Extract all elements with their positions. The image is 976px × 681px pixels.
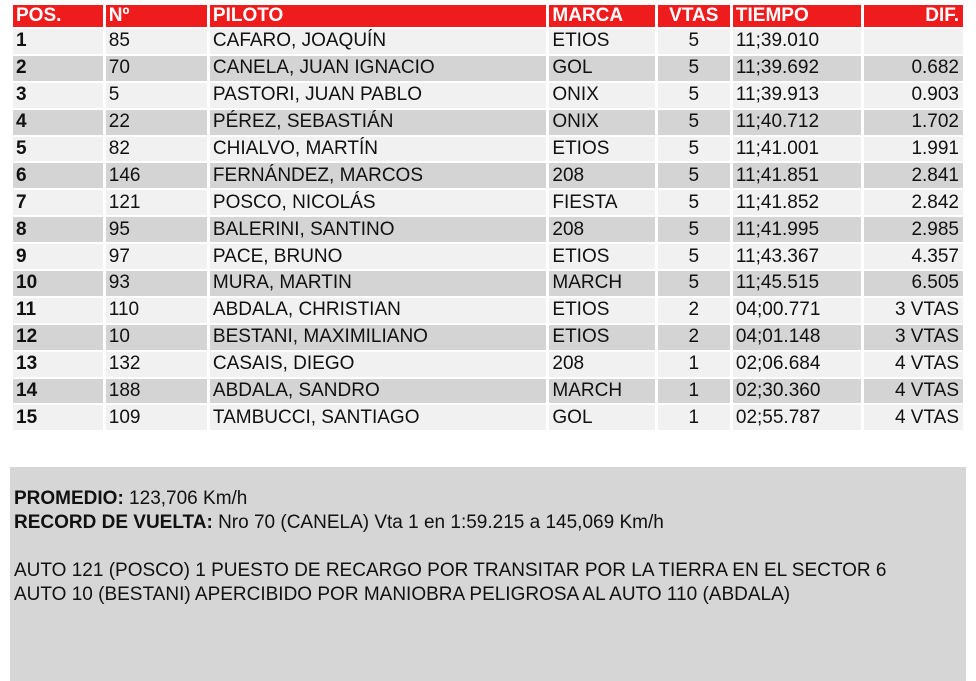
cell-marca: 208 — [549, 163, 654, 188]
table-row — [13, 244, 963, 269]
cell-pos: 11 — [13, 298, 103, 323]
cell-tiempo: 04;01.148 — [733, 325, 861, 350]
sanction-note: AUTO 10 (BESTANI) APERCIBIDO POR MANIOBRA PELIGROSA AL AUTO 110 (ABDALA) — [14, 584, 791, 605]
cell-pos: 8 — [13, 217, 103, 242]
cell-marca: ETIOS — [549, 325, 654, 350]
cell-pos: 15 — [13, 405, 103, 430]
promedio-line — [14, 487, 962, 511]
header-vtas: VTAS — [658, 5, 730, 27]
cell-num: 82 — [106, 137, 207, 162]
cell-dif: 0.903 — [864, 83, 963, 108]
cell-piloto: CASAIS, DIEGO — [210, 352, 546, 377]
table-row — [13, 29, 963, 54]
record-label: RECORD DE VUELTA: — [14, 512, 213, 533]
cell-tiempo: 11;40.712 — [733, 110, 861, 135]
cell-tiempo: 11;41.995 — [733, 217, 861, 242]
cell-dif: 4 VTAS — [864, 379, 963, 404]
cell-dif: 1.991 — [864, 137, 963, 162]
cell-dif: 2.985 — [864, 217, 963, 242]
header-piloto: PILOTO — [210, 5, 546, 27]
cell-marca: 208 — [549, 217, 654, 242]
cell-dif: 4.357 — [864, 244, 963, 269]
cell-marca: MARCH — [549, 271, 654, 296]
cell-dif: 2.841 — [864, 163, 963, 188]
cell-vtas: 5 — [658, 110, 730, 135]
cell-dif: 6.505 — [864, 271, 963, 296]
table-row — [13, 83, 963, 108]
cell-dif: 3 VTAS — [864, 325, 963, 350]
cell-num: 22 — [106, 110, 207, 135]
cell-tiempo: 11;39.913 — [733, 83, 861, 108]
cell-vtas: 5 — [658, 56, 730, 81]
cell-vtas: 5 — [658, 190, 730, 215]
cell-piloto: CHIALVO, MARTÍN — [210, 137, 546, 162]
cell-vtas: 5 — [658, 271, 730, 296]
cell-pos: 2 — [13, 56, 103, 81]
cell-marca: ETIOS — [549, 244, 654, 269]
cell-marca: GOL — [549, 405, 654, 430]
table-row — [13, 379, 963, 404]
notes-panel — [10, 467, 966, 681]
cell-pos: 4 — [13, 110, 103, 135]
cell-vtas: 5 — [658, 137, 730, 162]
cell-marca: FIESTA — [549, 190, 654, 215]
cell-marca: GOL — [549, 56, 654, 81]
cell-dif: 4 VTAS — [864, 405, 963, 430]
cell-marca: ETIOS — [549, 29, 654, 54]
cell-num: 132 — [106, 352, 207, 377]
cell-vtas: 1 — [658, 405, 730, 430]
table-row — [13, 325, 963, 350]
cell-pos: 3 — [13, 83, 103, 108]
cell-tiempo: 11;41.852 — [733, 190, 861, 215]
table-row — [13, 56, 963, 81]
table-row — [13, 405, 963, 430]
table-row — [13, 352, 963, 377]
cell-tiempo: 11;41.001 — [733, 137, 861, 162]
cell-vtas: 5 — [658, 217, 730, 242]
cell-marca: 208 — [549, 352, 654, 377]
notes-spacer — [14, 535, 962, 559]
cell-pos: 13 — [13, 352, 103, 377]
cell-piloto: FERNÁNDEZ, MARCOS — [210, 163, 546, 188]
cell-dif — [864, 29, 963, 54]
cell-pos: 5 — [13, 137, 103, 162]
cell-tiempo: 04;00.771 — [733, 298, 861, 323]
table-row — [13, 271, 963, 296]
cell-marca: ONIX — [549, 83, 654, 108]
cell-piloto: PÉREZ, SEBASTIÁN — [210, 110, 546, 135]
cell-dif: 1.702 — [864, 110, 963, 135]
cell-pos: 14 — [13, 379, 103, 404]
table-row — [13, 298, 963, 323]
cell-vtas: 2 — [658, 325, 730, 350]
cell-num: 121 — [106, 190, 207, 215]
cell-vtas: 5 — [658, 163, 730, 188]
table-row — [13, 217, 963, 242]
cell-pos: 10 — [13, 271, 103, 296]
cell-dif: 0.682 — [864, 56, 963, 81]
cell-num: 110 — [106, 298, 207, 323]
results-body — [13, 29, 963, 430]
cell-piloto: ABDALA, SANDRO — [210, 379, 546, 404]
cell-num: 109 — [106, 405, 207, 430]
cell-num: 5 — [106, 83, 207, 108]
cell-piloto: CAFARO, JOAQUÍN — [210, 29, 546, 54]
header-pos: POS. — [13, 5, 103, 27]
cell-pos: 7 — [13, 190, 103, 215]
cell-num: 93 — [106, 271, 207, 296]
cell-marca: MARCH — [549, 379, 654, 404]
cell-pos: 12 — [13, 325, 103, 350]
cell-num: 146 — [106, 163, 207, 188]
cell-tiempo: 11;43.367 — [733, 244, 861, 269]
cell-tiempo: 11;45.515 — [733, 271, 861, 296]
table-row — [13, 137, 963, 162]
cell-vtas: 1 — [658, 352, 730, 377]
cell-vtas: 1 — [658, 379, 730, 404]
header-marca: MARCA — [549, 5, 654, 27]
cell-pos: 1 — [13, 29, 103, 54]
cell-tiempo: 02;06.684 — [733, 352, 861, 377]
cell-tiempo: 02;30.360 — [733, 379, 861, 404]
cell-num: 85 — [106, 29, 207, 54]
header-num: Nº — [106, 5, 207, 27]
cell-tiempo: 11;41.851 — [733, 163, 861, 188]
promedio-label: PROMEDIO: — [14, 488, 124, 509]
header-dif: DIF. — [864, 5, 963, 27]
cell-piloto: BESTANI, MAXIMILIANO — [210, 325, 546, 350]
cell-piloto: BALERINI, SANTINO — [210, 217, 546, 242]
header-row — [13, 5, 963, 27]
header-tiempo: TIEMPO — [733, 5, 861, 27]
table-row — [13, 163, 963, 188]
table-row — [13, 190, 963, 215]
cell-num: 188 — [106, 379, 207, 404]
record-value: Nro 70 (CANELA) Vta 1 en 1:59.215 a 145,069 Km/h — [212, 512, 664, 533]
cell-num: 70 — [106, 56, 207, 81]
cell-tiempo: 02;55.787 — [733, 405, 861, 430]
cell-vtas: 2 — [658, 298, 730, 323]
cell-marca: ETIOS — [549, 298, 654, 323]
record-line — [14, 511, 962, 535]
results-table — [10, 3, 966, 432]
cell-num: 10 — [106, 325, 207, 350]
cell-vtas: 5 — [658, 244, 730, 269]
cell-tiempo: 11;39.692 — [733, 56, 861, 81]
cell-dif: 4 VTAS — [864, 352, 963, 377]
cell-piloto: POSCO, NICOLÁS — [210, 190, 546, 215]
cell-pos: 9 — [13, 244, 103, 269]
cell-num: 97 — [106, 244, 207, 269]
cell-dif: 2.842 — [864, 190, 963, 215]
cell-piloto: PACE, BRUNO — [210, 244, 546, 269]
cell-num: 95 — [106, 217, 207, 242]
cell-marca: ETIOS — [549, 137, 654, 162]
cell-dif: 3 VTAS — [864, 298, 963, 323]
cell-vtas: 5 — [658, 29, 730, 54]
table-row — [13, 110, 963, 135]
cell-tiempo: 11;39.010 — [733, 29, 861, 54]
cell-piloto: TAMBUCCI, SANTIAGO — [210, 405, 546, 430]
cell-vtas: 5 — [658, 83, 730, 108]
sanction-note: AUTO 121 (POSCO) 1 PUESTO DE RECARGO POR TRANSITAR POR LA TIERRA EN EL SECTOR 6 — [14, 560, 887, 581]
cell-marca: ONIX — [549, 110, 654, 135]
cell-piloto: CANELA, JUAN IGNACIO — [210, 56, 546, 81]
promedio-value: 123,706 Km/h — [123, 488, 248, 509]
cell-piloto: PASTORI, JUAN PABLO — [210, 83, 546, 108]
cell-piloto: ABDALA, CHRISTIAN — [210, 298, 546, 323]
cell-pos: 6 — [13, 163, 103, 188]
cell-piloto: MURA, MARTIN — [210, 271, 546, 296]
